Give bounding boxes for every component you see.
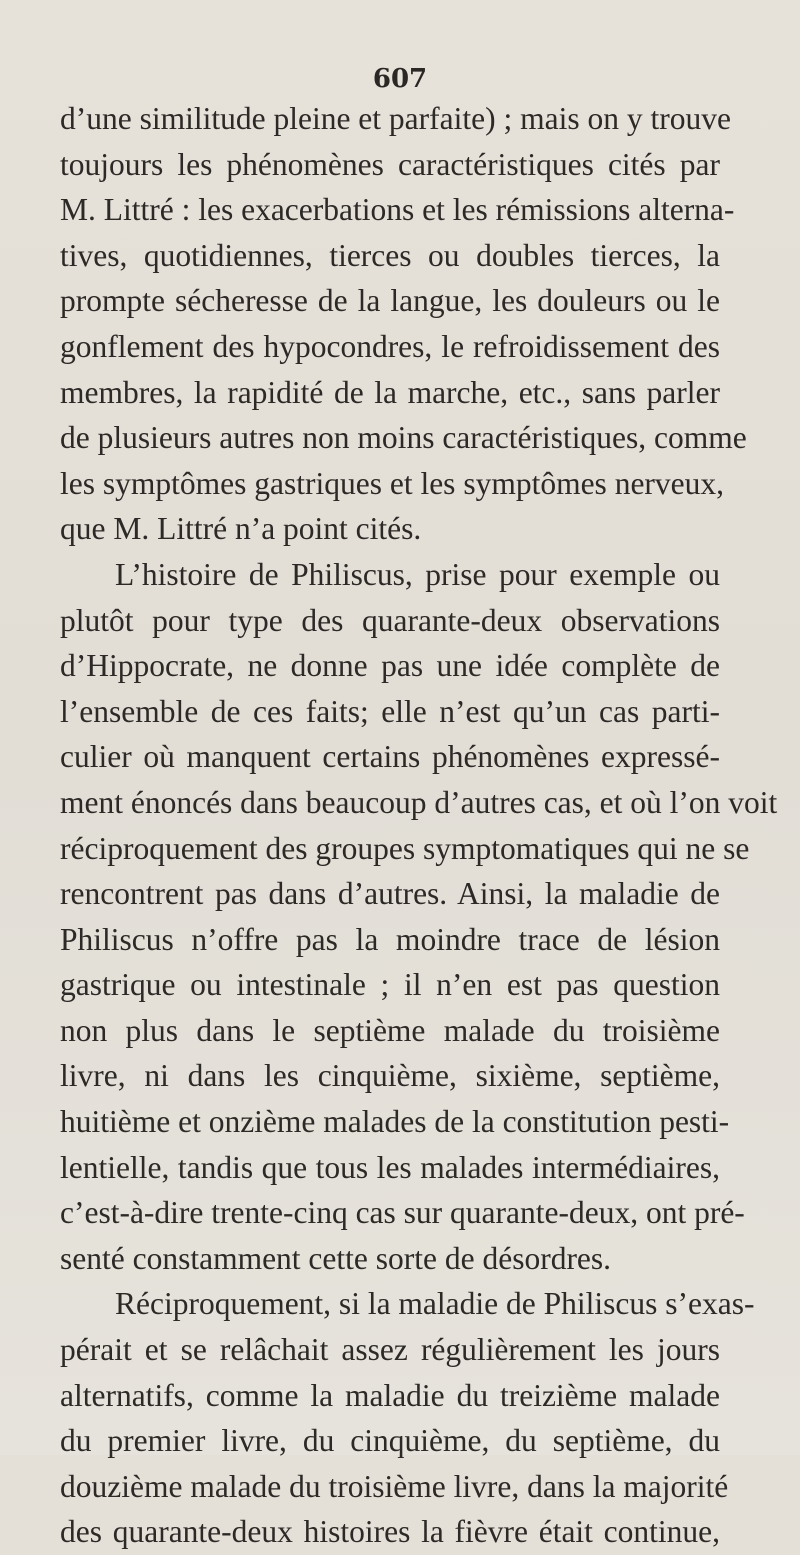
text-line: douzième malade du troisième livre, dans la majorité xyxy=(60,1468,729,1504)
paragraph-start-line: Réciproquement, si la maladie de Philiscus s’exas- xyxy=(115,1286,755,1322)
text-line: rencontrent pas dans d’autres. Ainsi, la maladie de xyxy=(60,876,720,912)
text-line: Philiscus n’offre pas la moindre trace de lésion xyxy=(60,921,720,957)
text-line: alternatifs, comme la maladie du treizième malade xyxy=(60,1377,720,1413)
text-line: l’ensemble de ces faits; elle n’est qu’un cas parti- xyxy=(60,693,720,729)
text-line: du premier livre, du cinquième, du septième, du xyxy=(60,1423,720,1459)
page-number: 607 xyxy=(372,64,428,94)
text-line: huitième et onzième malades de la constitution pesti- xyxy=(60,1104,730,1140)
text-line: prompte sécheresse de la langue, les douleurs ou le xyxy=(60,283,720,319)
text-line: plutôt pour type des quarante-deux observations xyxy=(60,602,720,638)
paragraph-start-line: L’histoire de Philiscus, prise pour exemple ou xyxy=(115,556,720,592)
text-line: non plus dans le septième malade du troisième xyxy=(60,1012,720,1048)
text-line: d’Hippocrate, ne donne pas une idée complète de xyxy=(60,648,720,684)
text-line: pérait et se relâchait assez régulièrement les jours xyxy=(60,1332,720,1368)
text-line: tives, quotidiennes, tierces ou doubles tierces, la xyxy=(60,237,720,273)
text-line: réciproquement des groupes symptomatiques qui ne se xyxy=(60,830,750,866)
body-text xyxy=(60,96,778,1555)
text-line: toujours les phénomènes caractéristiques cités par xyxy=(60,146,720,182)
text-line: gastrique ou intestinale ; il n’en est pas question xyxy=(60,967,720,1003)
text-line: des quarante-deux histoires la fièvre était continue, xyxy=(60,1514,720,1550)
text-line: les symptômes gastriques et les symptômes nerveux, xyxy=(60,465,725,501)
text-line: ment énoncés dans beaucoup d’autres cas, et où l’on voit xyxy=(60,784,778,820)
paragraph-end-line: senté constamment cette sorte de désordres. xyxy=(60,1240,612,1276)
text-line: gonflement des hypocondres, le refroidissement des xyxy=(60,328,720,364)
text-line: membres, la rapidité de la marche, etc., sans parler xyxy=(60,374,720,410)
text-line: M. Littré : les exacerbations et les rémissions alterna- xyxy=(60,192,735,228)
text-line: lentielle, tandis que tous les malades intermédiaires, xyxy=(60,1149,720,1185)
text-line: d’une similitude pleine et parfaite) ; mais on y trouve xyxy=(60,101,731,136)
text-line: c’est-à-dire trente-cinq cas sur quarante-deux, ont pré- xyxy=(60,1195,745,1231)
paragraph-end-line: que M. Littré n’a point cités. xyxy=(60,511,422,547)
text-line: livre, ni dans les cinquième, sixième, septième, xyxy=(60,1058,720,1094)
text-line: culier où manquent certains phénomènes expressé- xyxy=(60,739,720,775)
text-line: de plusieurs autres non moins caractéristiques, comme xyxy=(60,420,747,456)
